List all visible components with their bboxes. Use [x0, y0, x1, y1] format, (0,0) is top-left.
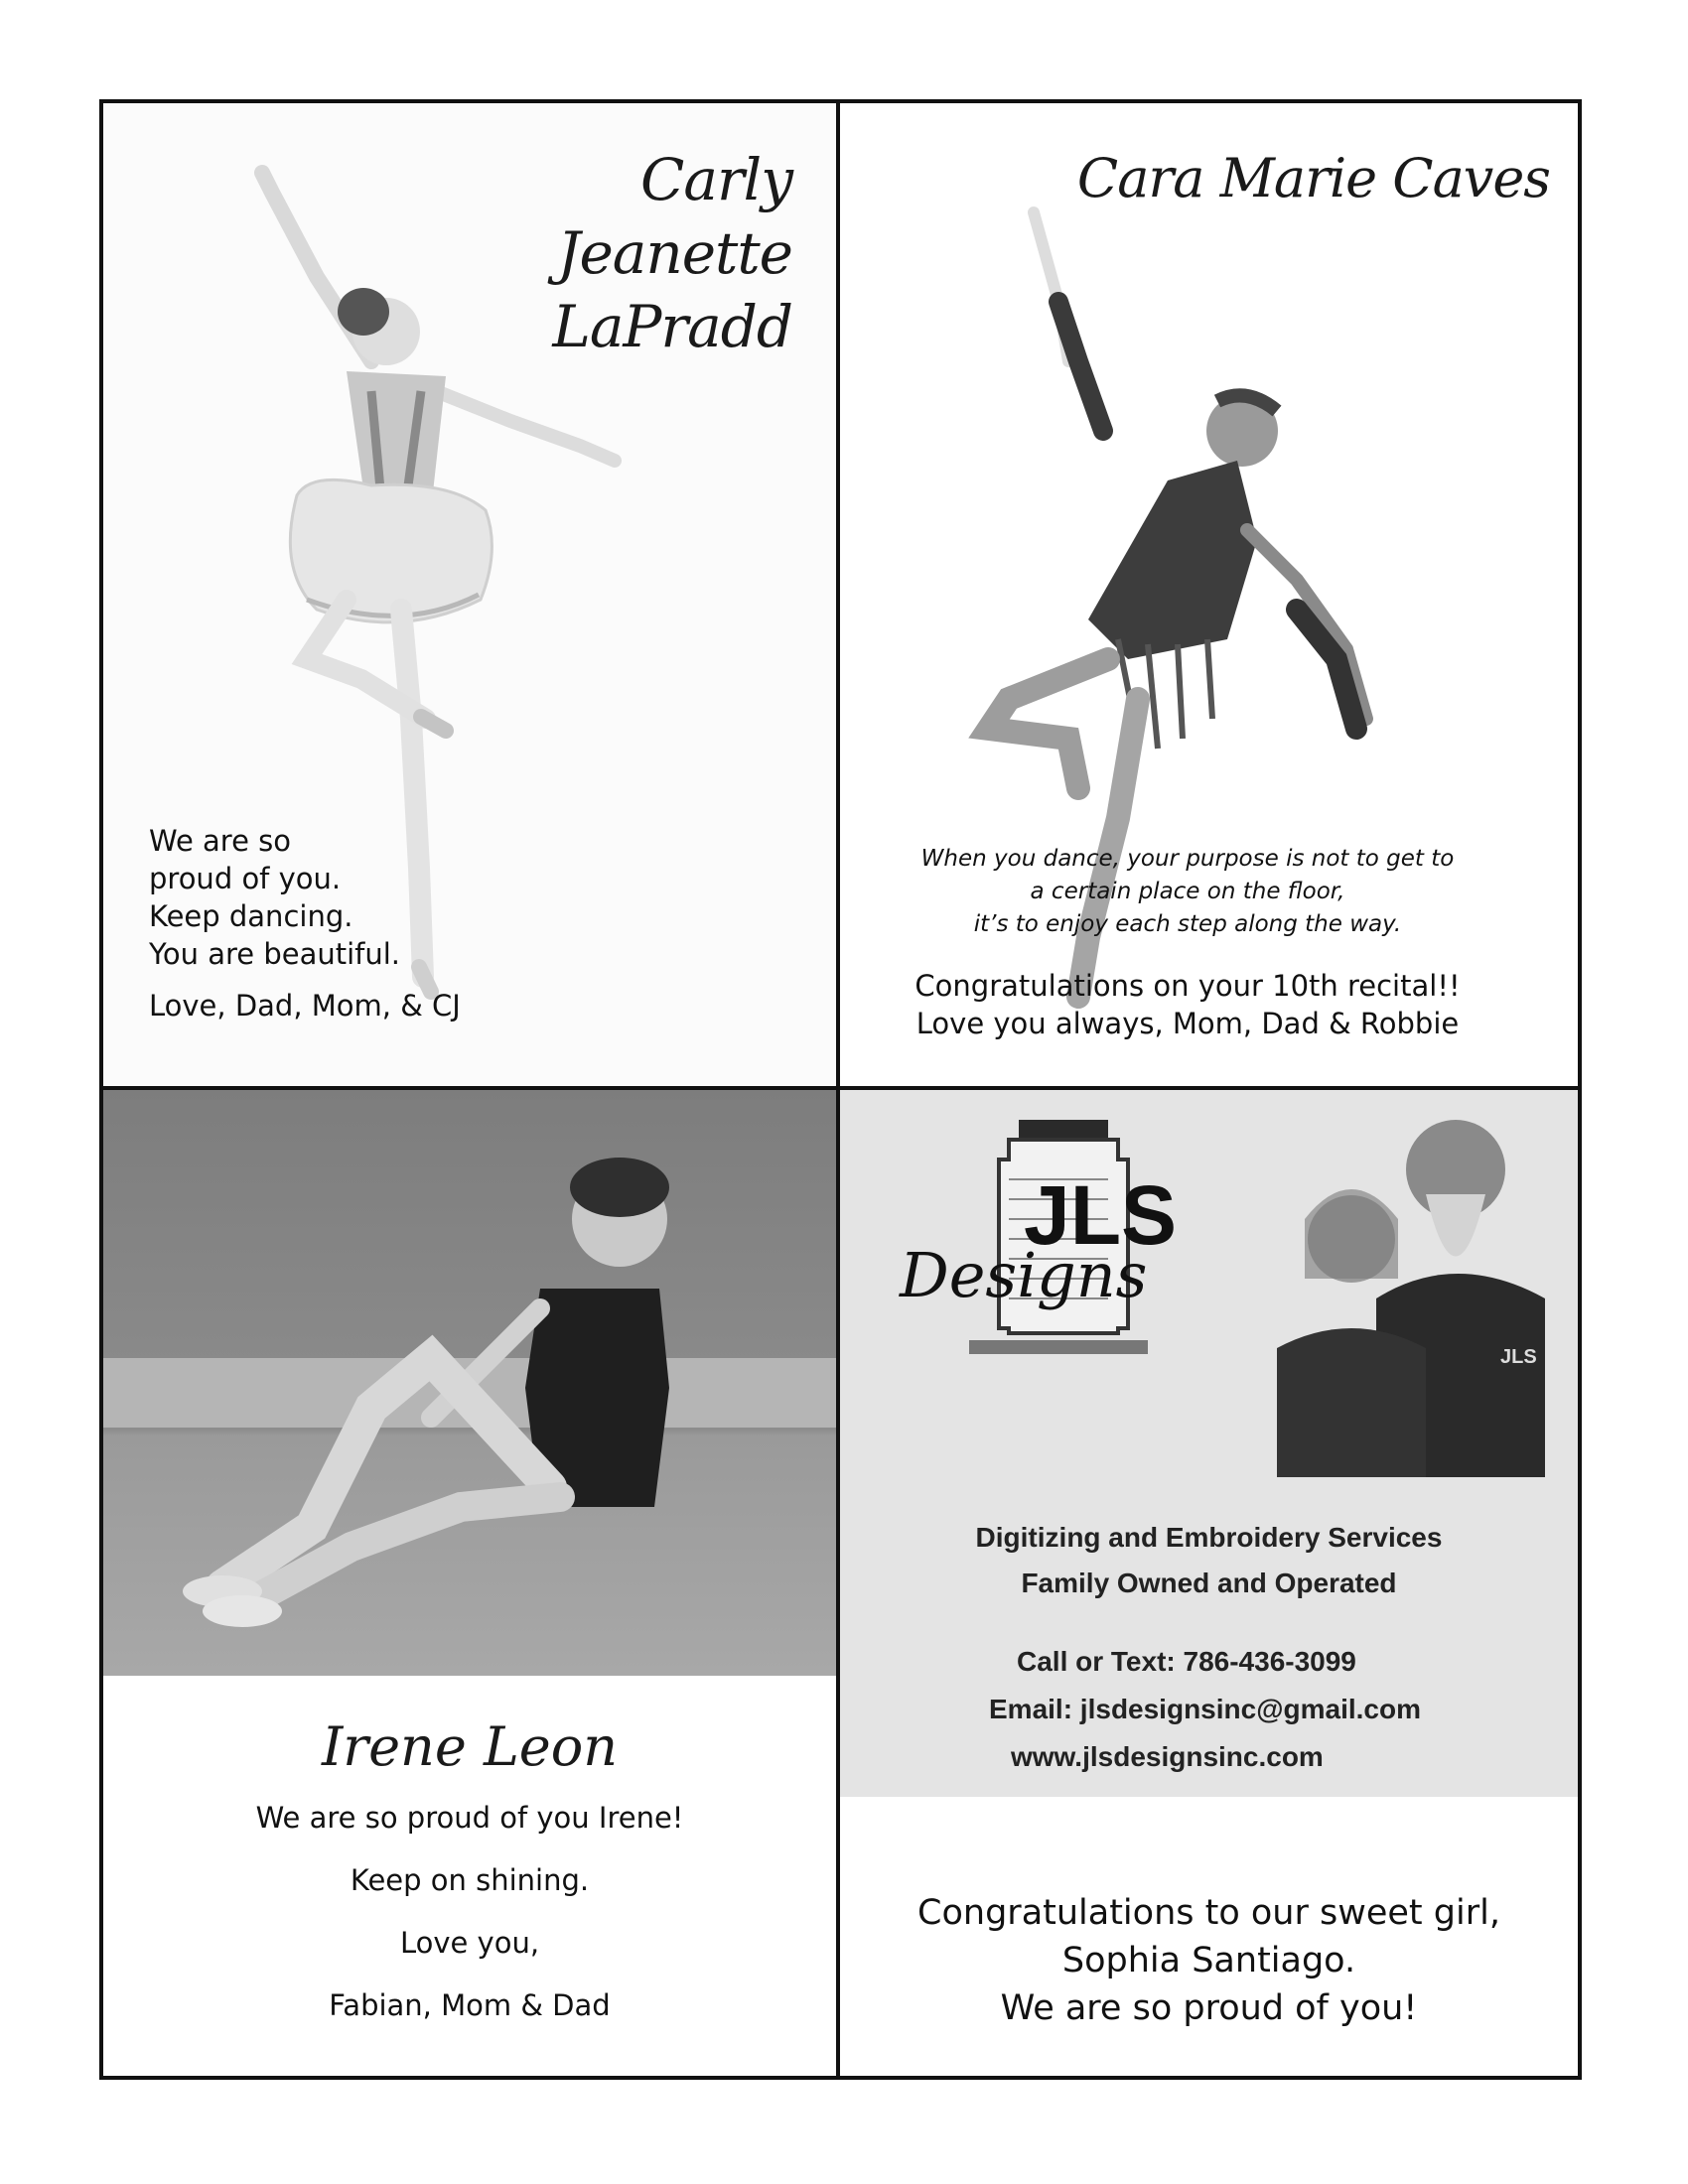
- ad-cara: [840, 103, 1578, 1086]
- message-line: Congratulations to our sweet girl,: [917, 1893, 1500, 1933]
- message-line: Congratulations on your 10th recital!!: [914, 969, 1461, 1003]
- dancer-name-carly: [494, 143, 792, 363]
- jls-designs-logo: [880, 1120, 1237, 1398]
- message-carly: [149, 822, 566, 1024]
- ad-jls-designs: [840, 1090, 1578, 2076]
- quote-line: When you dance, your purpose is not to get to: [920, 846, 1455, 872]
- quote-line: it’s to enjoy each step along the way.: [973, 911, 1402, 937]
- message-line: Love you always, Mom, Dad & Robbie: [915, 1007, 1460, 1040]
- name-line-3: LaPradd: [552, 293, 792, 360]
- email-text: Email: jlsdesignsinc@gmail.com: [989, 1694, 1421, 1724]
- phone-text: Call or Text: 786-436-3099: [1017, 1646, 1356, 1677]
- message-line: You are beautiful.: [149, 937, 401, 971]
- ad-irene: [103, 1090, 836, 2076]
- logo-text: JLS: [1024, 1168, 1178, 1262]
- shirt-logo-text: JLS: [1500, 1346, 1537, 1368]
- message-line: We are so: [149, 824, 292, 858]
- message-line: proud of you.: [149, 862, 342, 895]
- message-line: Keep on shining.: [350, 1863, 590, 1897]
- services-block: [840, 1515, 1578, 1606]
- business-ad: [840, 1090, 1578, 1797]
- message-sophia: [840, 1889, 1578, 2032]
- business-owners-photo: [1257, 1100, 1555, 1497]
- dancer-name-irene: Irene Leon: [321, 1715, 619, 1778]
- family-owned-line: Family Owned and Operated: [1021, 1568, 1397, 1598]
- logo-script: Designs: [900, 1239, 1148, 1311]
- message-line: We are so proud of you!: [1000, 1988, 1418, 2028]
- website-text: www.jlsdesignsinc.com: [1011, 1741, 1324, 1772]
- dance-quote: [880, 843, 1495, 941]
- name-line-1: Carly: [640, 146, 792, 213]
- message-line: Love you,: [399, 1926, 540, 1960]
- signature: Love, Dad, Mom, & CJ: [149, 989, 461, 1023]
- signature: Fabian, Mom & Dad: [329, 1988, 611, 2022]
- ad-carly: [103, 103, 836, 1086]
- contact-block: [989, 1638, 1421, 1781]
- quote-line: a certain place on the floor,: [1030, 879, 1345, 904]
- message-line: Keep dancing.: [149, 899, 353, 933]
- message-line: Sophia Santiago.: [1061, 1941, 1356, 1980]
- name-line-2: Jeanette: [557, 219, 792, 287]
- message-line: We are so proud of you Irene!: [255, 1801, 684, 1835]
- services-line: Digitizing and Embroidery Services: [975, 1522, 1443, 1553]
- dancer-photo-irene: [103, 1090, 836, 1676]
- dancer-name-cara: Cara Marie Caves: [1076, 147, 1550, 209]
- message-cara: [880, 967, 1495, 1042]
